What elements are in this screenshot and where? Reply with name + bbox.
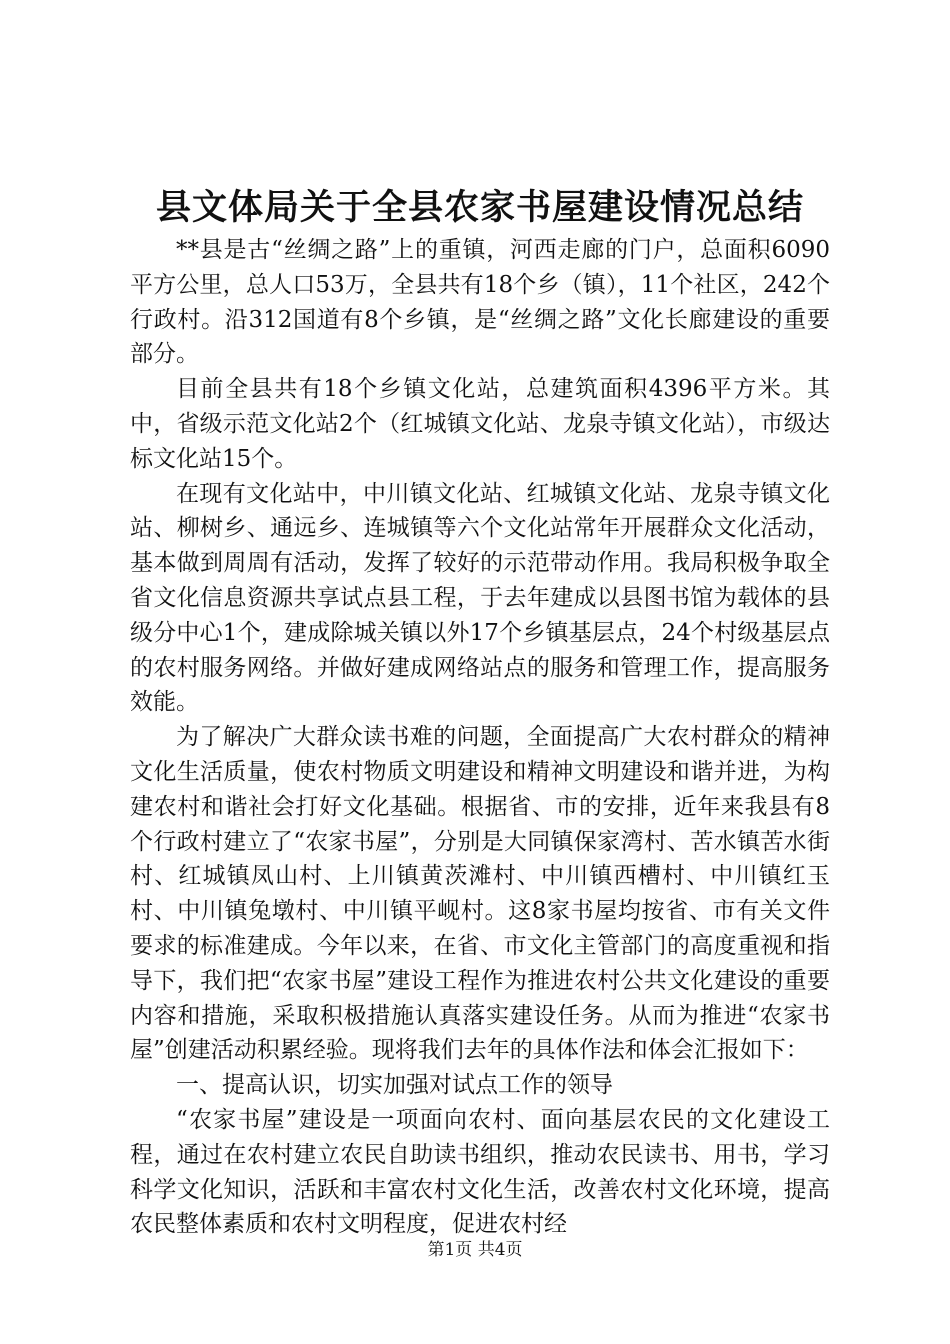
document-title: 县文体局关于全县农家书屋建设情况总结 bbox=[155, 187, 804, 228]
document-body bbox=[130, 233, 830, 1242]
section-heading: 一、提高认识，切实加强对试点工作的领导 bbox=[176, 1072, 613, 1099]
paragraph-section-one: “农家书屋”建设是一项面向农村、面向基层农民的文化建设工程，通过在农村建立农民自助读书组织，推动农民读书、用书，学习科学文化知识，活跃和丰富农村文化生活，改善农村文化环境，提高农民整体素质和农村文明程度，促进农村经 bbox=[130, 1106, 830, 1238]
page-footer: 第1页 共4页 bbox=[427, 1240, 523, 1260]
paragraph-intro: **县是古“丝绸之路”上的重镇，河西走廊的门户，总面积6090平方公里，总人口53万，全县共有18个乡（镇），11个社区，242个行政村。沿312国道有8个乡镇，是“丝绸之路”文化长廊建设的重要部分。 bbox=[130, 237, 830, 368]
paragraph-culture-stations: 目前全县共有18个乡镇文化站，总建筑面积4396平方米。其中，省级示范文化站2个（红城镇文化站、龙泉寺镇文化站），市级达标文化站15个。 bbox=[130, 376, 830, 472]
paragraph-activities: 在现有文化站中，中川镇文化站、红城镇文化站、龙泉寺镇文化站、柳树乡、通远乡、连城镇等六个文化站常年开展群众文化活动，基本做到周周有活动，发挥了较好的示范带动作用。我局积极争取全省文化信息资源共享试点县工程，于去年建成以县图书馆为载体的县级分中心1个，建成除城关镇以外17个乡镇基层点，24个村级基层点的农村服务网络。并做好建成网络站点的服务和管理工作，提高服务效能。 bbox=[130, 480, 830, 716]
paragraph-book-houses: 为了解决广大群众读书难的问题，全面提高广大农村群众的精神文化生活质量，使农村物质文明建设和精神文明建设和谐并进，为构建农村和谐社会打好文化基础。根据省、市的安排，近年来我县有8个行政村建立了“农家书屋”，分别是大同镇保家湾村、苦水镇苦水街村、红城镇凤山村、上川镇黄茨滩村、中川镇西槽村、中川镇红玉村、中川镇兔墩村、中川镇平岘村。这8家书屋均按省、市有关文件要求的标准建成。今年以来，在省、市文化主管部门的高度重视和指导下，我们把“农家书屋”建设工程作为推进农村公共文化建设的重要内容和措施，采取积极措施认真落实建设任务。从而为推进“农家书屋”创建活动积累经验。现将我们去年的具体作法和体会汇报如下： bbox=[130, 724, 830, 1064]
